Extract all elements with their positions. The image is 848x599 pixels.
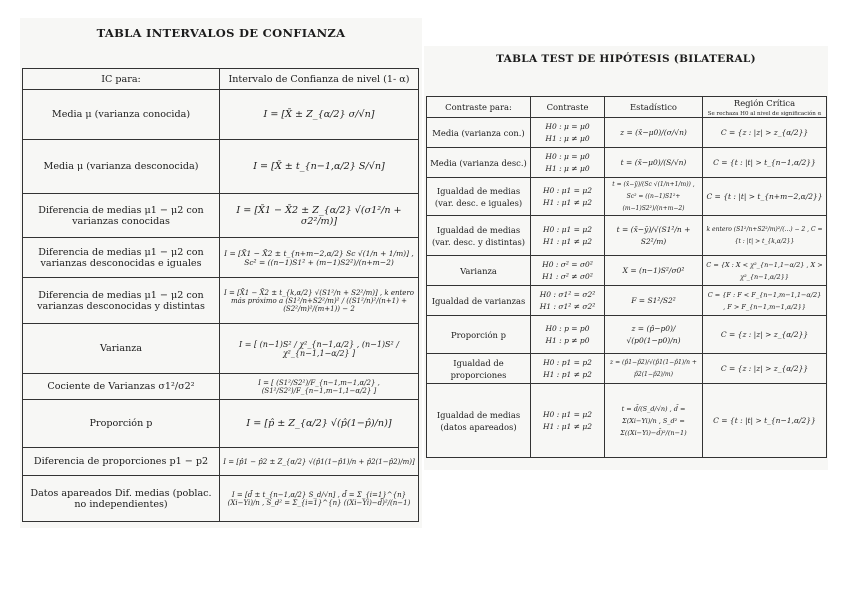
- column-header: Estadístico: [605, 97, 703, 118]
- row-label: Diferencia de medias μ1 − μ2 con varianzas desconocidas y distintas: [23, 278, 220, 324]
- row-statistic: X = (n−1)S²/σ0²: [605, 256, 703, 286]
- alternative-hypothesis: H1 : μ ≠ μ0: [545, 133, 590, 143]
- row-label: Diferencia de proporciones p1 − p2: [23, 448, 220, 476]
- row-formula: I = [ (n−1)S² / χ²_{n−1,α/2} , (n−1)S² / χ²_{n−1,1−α/2} ]: [220, 324, 419, 374]
- null-hypothesis: H0 : μ1 = μ2: [543, 409, 592, 419]
- table-row: [23, 374, 419, 400]
- row-statistic: z = (p̂1−p̂2)/√(p̂1(1−p̂1)/n + p̂2(1−p̂2)/m): [605, 354, 703, 384]
- column-header-note: Se rechaza H0 al nivel de significación α: [707, 110, 822, 117]
- row-label: Media (varianza desc.): [427, 148, 531, 178]
- row-label: Datos apareados Dif. medias (poblac. no independientes): [23, 476, 220, 522]
- row-statistic: z = (x̄−μ0)/(σ/√n): [605, 118, 703, 148]
- table-row: [23, 238, 419, 278]
- row-contrast: [531, 286, 605, 316]
- row-label: Igualdad de medias (var. desc. e iguales): [427, 178, 531, 216]
- column-header: Contraste: [531, 97, 605, 118]
- row-label: Varianza: [23, 324, 220, 374]
- table-row: [23, 476, 419, 522]
- row-label: Igualdad de medias (var. desc. y distintas): [427, 216, 531, 256]
- null-hypothesis: H0 : p1 = p2: [543, 357, 592, 367]
- row-formula: I = [p̂ ± Z_{α/2} √(p̂(1−p̂)/n)]: [220, 400, 419, 448]
- row-statistic: t = (x̄−μ0)/(S/√n): [605, 148, 703, 178]
- row-formula: I = [d̄ ± t_{n−1,α/2} S_d/√n] , d̄ = Σ_{i=1}^{n} (Xi−Yi)/n , S_d² = Σ_{i=1}^{n} ((Xi−Yi)−d̄)²/(n−1): [220, 476, 419, 522]
- confidence-interval-table: [22, 68, 419, 522]
- row-label: Varianza: [427, 256, 531, 286]
- table-row: [23, 90, 419, 140]
- table-row: [427, 354, 827, 384]
- row-label: Igualdad de varianzas: [427, 286, 531, 316]
- table-row: [427, 256, 827, 286]
- row-statistic: z = (p̂−p0)/√(p0(1−p0)/n): [605, 316, 703, 354]
- row-contrast: [531, 316, 605, 354]
- row-formula: I = [p̂1 − p̂2 ± Z_{α/2} √(p̂1(1−p̂1)/n + p̂2(1−p̂2)/m)]: [220, 448, 419, 476]
- table-header-row: [23, 69, 419, 90]
- alternative-hypothesis: H1 : σ1² ≠ σ2²: [539, 301, 596, 311]
- table-row: [427, 384, 827, 458]
- confidence-interval-sheet: [20, 18, 422, 528]
- row-contrast: [531, 216, 605, 256]
- row-formula: I = [X̄ ± t_{n−1,α/2} S/√n]: [220, 140, 419, 194]
- column-header: [703, 97, 827, 118]
- alternative-hypothesis: H1 : p ≠ p0: [545, 335, 590, 345]
- alternative-hypothesis: H1 : μ1 ≠ μ2: [543, 421, 592, 431]
- row-contrast: [531, 354, 605, 384]
- table-row: [427, 118, 827, 148]
- row-statistic: t = (x̄−ȳ)/√(S1²/n + S2²/m): [605, 216, 703, 256]
- row-formula: I = [X̄1 − X̄2 ± t_{k,α/2} √(S1²/n + S2²/m)] , k entero más próximo a (S1²/n+S2²/m)² / ((S1²/n)²/(n+1) + (S2²/m)²/(m+1)) − 2: [220, 278, 419, 324]
- null-hypothesis: H0 : μ1 = μ2: [543, 224, 592, 234]
- row-label: Media μ (varianza conocida): [23, 90, 220, 140]
- table-row: [23, 278, 419, 324]
- row-label: Diferencia de medias μ1 − μ2 con varianzas desconocidas e iguales: [23, 238, 220, 278]
- row-label: Proporción p: [427, 316, 531, 354]
- row-formula: I = [X̄1 − X̄2 ± t_{n+m−2,α/2} Sc √(1/n + 1/m)] , Sc² = ((n−1)S1² + (m−1)S2²)/(n+m−2): [220, 238, 419, 278]
- row-critical-region: C = {z : |z| > z_{α/2}}: [703, 118, 827, 148]
- alternative-hypothesis: H1 : σ² ≠ σ0²: [542, 271, 593, 281]
- row-label: Proporción p: [23, 400, 220, 448]
- table-row: [23, 140, 419, 194]
- null-hypothesis: H0 : σ1² = σ2²: [539, 289, 596, 299]
- row-critical-region: C = {X : X < χ²_{n−1,1−α/2} , X > χ²_{n−1,α/2}}: [703, 256, 827, 286]
- null-hypothesis: H0 : p = p0: [545, 323, 590, 333]
- row-contrast: [531, 178, 605, 216]
- table-row: [23, 194, 419, 238]
- row-critical-region: C = {z : |z| > z_{α/2}}: [703, 316, 827, 354]
- row-critical-region: C = {F : F < F_{n−1,m−1,1−α/2} , F > F_{n−1,m−1,α/2}}: [703, 286, 827, 316]
- row-critical-region: k entero (S1²/n+S2²/m)²/(...) − 2 , C = {t : |t| > t_{k,α/2}}: [703, 216, 827, 256]
- row-contrast: [531, 384, 605, 458]
- table-row: [427, 178, 827, 216]
- row-contrast: [531, 118, 605, 148]
- row-critical-region: C = {t : |t| > t_{n−1,α/2}}: [703, 384, 827, 458]
- column-header: Contraste para:: [427, 97, 531, 118]
- row-contrast: [531, 256, 605, 286]
- table-row: [23, 400, 419, 448]
- table-row: [427, 316, 827, 354]
- row-label: Media (varianza con.): [427, 118, 531, 148]
- alternative-hypothesis: H1 : μ1 ≠ μ2: [543, 236, 592, 246]
- hypothesis-test-table: [426, 96, 827, 458]
- sheet-title: TABLA TEST DE HIPÓTESIS (BILATERAL): [496, 53, 756, 65]
- table-header-row: [427, 97, 827, 118]
- table-row: [23, 448, 419, 476]
- null-hypothesis: H0 : μ = μ0: [545, 121, 590, 131]
- row-formula: I = [ (S1²/S2²)/F_{n−1,m−1,α/2} , (S1²/S2²)/F_{n−1,m−1,1−α/2} ]: [220, 374, 419, 400]
- null-hypothesis: H0 : σ² = σ0²: [542, 259, 593, 269]
- row-statistic: t = (x̄−ȳ)/(Sc √(1/n+1/m)) , Sc² = ((n−1)S1²+(m−1)S2²)/(n+m−2): [605, 178, 703, 216]
- row-critical-region: C = {t : |t| > t_{n+m−2,α/2}}: [703, 178, 827, 216]
- row-label: Igualdad de medias (datos apareados): [427, 384, 531, 458]
- column-header: Intervalo de Confianza de nivel (1- α): [220, 69, 419, 90]
- column-header-label: Región Crítica: [733, 97, 796, 108]
- hypothesis-test-sheet: [424, 46, 828, 470]
- table-row: [427, 286, 827, 316]
- row-label: Media μ (varianza desconocida): [23, 140, 220, 194]
- row-label: Diferencia de medias μ1 − μ2 con varianzas conocidas: [23, 194, 220, 238]
- table-row: [427, 148, 827, 178]
- row-critical-region: C = {t : |t| > t_{n−1,α/2}}: [703, 148, 827, 178]
- row-formula: I = [X̄ ± Z_{α/2} σ/√n]: [220, 90, 419, 140]
- table-row: [427, 216, 827, 256]
- null-hypothesis: H0 : μ = μ0: [545, 151, 590, 161]
- alternative-hypothesis: H1 : μ1 ≠ μ2: [543, 197, 592, 207]
- alternative-hypothesis: H1 : p1 ≠ p2: [543, 369, 592, 379]
- row-formula: I = [X̄1 − X̄2 ± Z_{α/2} √(σ1²/n + σ2²/m)]: [220, 194, 419, 238]
- row-statistic: F = S1²/S2²: [605, 286, 703, 316]
- row-statistic: t = d̄/(S_d/√n) , d̄ = Σ(Xi−Yi)/n , S_d² = Σ((Xi−Yi)−d̄)²/(n−1): [605, 384, 703, 458]
- row-label: Cociente de Varianzas σ1²/σ2²: [23, 374, 220, 400]
- row-label: Igualdad de proporciones: [427, 354, 531, 384]
- row-contrast: [531, 148, 605, 178]
- sheet-title: TABLA INTERVALOS DE CONFIANZA: [96, 26, 346, 40]
- alternative-hypothesis: H1 : μ ≠ μ0: [545, 163, 590, 173]
- null-hypothesis: H0 : μ1 = μ2: [543, 185, 592, 195]
- table-row: [23, 324, 419, 374]
- row-critical-region: C = {z : |z| > z_{α/2}}: [703, 354, 827, 384]
- column-header: IC para:: [23, 69, 220, 90]
